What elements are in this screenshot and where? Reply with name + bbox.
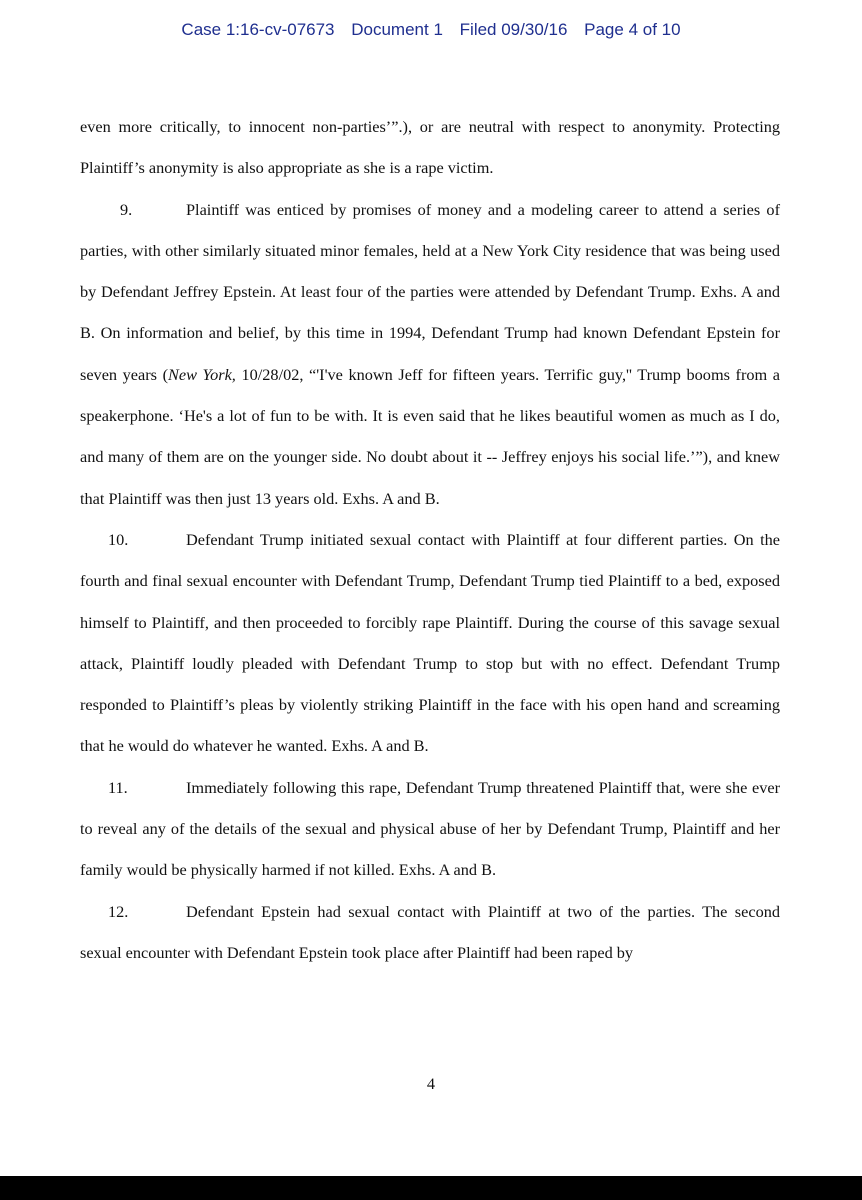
- paragraph-9: [80, 189, 780, 519]
- filed-date: Filed 09/30/16: [459, 20, 568, 39]
- paragraph-text: Plaintiff was enticed by promises of money and a modeling career to attend a series of parties, with other similarly situated minor females, held at a New York City residence that was being used by Defendant Jeffrey Epstein. At least four of the parties were attended by Defendant Trump. Exhs. A and B. On information and belief, by this time in 1994, Defendant Trump had known Defendant Epstein for seven years (: [80, 199, 780, 384]
- bottom-bar: [0, 1176, 862, 1200]
- paragraph-number: 12.: [108, 901, 129, 921]
- paragraph-number: 10.: [108, 529, 129, 549]
- publication-name: New York,: [168, 364, 236, 384]
- case-number: Case 1:16-cv-07673: [181, 20, 335, 39]
- page-indicator: Page 4 of 10: [584, 20, 681, 39]
- continuation-line-2: Protecting Plaintiff’s anonymity is also appropriate as she is a rape victim.: [80, 117, 780, 178]
- paragraph-number: 9.: [120, 199, 133, 219]
- continuation-line-1: even more critically, to innocent non-parties’”.), or are neutral with respect to anonymity.: [80, 117, 706, 136]
- page-number: 4: [426, 1074, 436, 1093]
- paragraph-number: 11.: [108, 777, 128, 797]
- ecf-header: [0, 20, 862, 40]
- paragraph-text: Defendant Epstein had sexual contact with Plaintiff at two of the parties. The second sexual encounter with Defendant Epstein took place after Plaintiff had been raped by: [80, 901, 780, 962]
- paragraph-12: [80, 891, 780, 974]
- document-body: [80, 106, 780, 973]
- paragraph-text-continued: 10/28/02, “'I've known Jeff for fifteen years. Terrific guy,'' Trump booms from a speakerphone. ‘He's a lot of fun to be with. It is even said that he likes beautiful women as much as I do, and many of them are on the younger side. No doubt about it -- Jeffrey enjoys his social life.’”), and knew that Plaintiff was then just 13 years old. Exhs. A and B.: [80, 364, 780, 508]
- continuation-text: [80, 106, 780, 189]
- paragraph-text: Immediately following this rape, Defendant Trump threatened Plaintiff that, were she ever to reveal any of the details of the sexual and physical abuse of her by Defendant Trump, Plaintiff and her family would be physically harmed if not killed. Exhs. A and B.: [80, 777, 780, 880]
- paragraph-10: [80, 519, 780, 767]
- paragraph-11: [80, 767, 780, 891]
- document-number: Document 1: [351, 20, 443, 39]
- paragraph-text: Defendant Trump initiated sexual contact with Plaintiff at four different parties. On the fourth and final sexual encounter with Defendant Trump, Defendant Trump tied Plaintiff to a bed, exposed himself to Plaintiff, and then proceeded to forcibly rape Plaintiff. During the course of this savage sexual attack, Plaintiff loudly pleaded with Defendant Trump to stop but with no effect. Defendant Trump responded to Plaintiff’s pleas by violently striking Plaintiff in the face with his open hand and screaming that he would do whatever he wanted. Exhs. A and B.: [80, 529, 780, 756]
